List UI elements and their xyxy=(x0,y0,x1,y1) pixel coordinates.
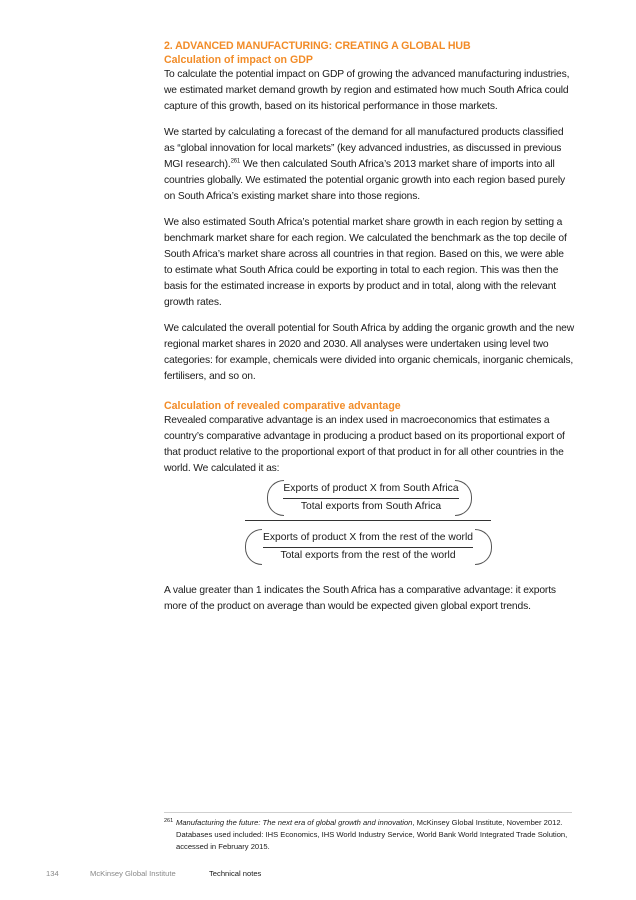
rca-paragraph-2: A value greater than 1 indicates the South Africa has a comparative advantage: it exports more of the product on average than would be expected given global export trends. xyxy=(164,585,556,612)
fraction-bar xyxy=(245,520,491,521)
gdp-heading: Calculation of impact on GDP xyxy=(164,54,313,66)
bottom-denominator: Total exports from the rest of the world xyxy=(280,550,456,561)
bottom-fraction xyxy=(253,530,483,564)
main-content xyxy=(164,39,574,477)
page-number: 134 xyxy=(46,869,59,878)
footnote xyxy=(164,817,572,853)
top-denominator: Total exports from South Africa xyxy=(300,501,442,512)
gdp-paragraph-2-a: We started by calculating a forecast of the demand for all manufactured products classified as “global innovation for local markets” (key advanced industries, as discussed in previous MGI research). xyxy=(164,127,564,170)
footnote-text xyxy=(176,817,572,853)
top-numerator: Exports of product X from South Africa xyxy=(283,481,458,499)
rca-conclusion xyxy=(164,583,574,615)
bottom-numerator: Exports of product X from the rest of the world xyxy=(263,530,473,548)
footnote-divider xyxy=(164,812,572,813)
footnote-ref[interactable]: 261 xyxy=(230,158,241,165)
gdp-paragraph-2 xyxy=(164,125,574,205)
footnote-title: Manufacturing the future: The next era of global growth and innovation xyxy=(176,818,413,827)
gdp-paragraph-4: We calculated the overall potential for South Africa by adding the organic growth and the new regional market shares in 2020 and 2030. All analyses were undertaken using level two categories: for example, chemicals were divided into organic chemicals, inorganic chemicals, fertilisers, and so on. xyxy=(164,323,575,382)
section-title: 2. ADVANCED MANUFACTURING: CREATING A GLOBAL HUB xyxy=(164,40,471,52)
gdp-paragraph-1: To calculate the potential impact on GDP of growing the advanced manufacturing industries, we estimated market demand growth by region and estimated how much South Africa could capture of this growth, based on its historical performance in those markets. xyxy=(164,69,570,112)
section-name: Technical notes xyxy=(209,869,262,878)
rca-paragraph-1: Revealed comparative advantage is an index used in macroeconomics that estimates a country’s comparative advantage in producing a product based on its proportional export of that product relative to the proportional export of that product in for all other countries in the world. We calculated it as: xyxy=(164,415,565,474)
footnote-number: 261 xyxy=(164,818,174,824)
publisher-name: McKinsey Global Institute xyxy=(90,869,176,878)
right-paren-top xyxy=(455,480,472,516)
rca-heading: Calculation of revealed comparative advantage xyxy=(164,400,401,412)
rca-formula xyxy=(245,477,491,569)
right-paren-bottom xyxy=(475,529,492,565)
gdp-paragraph-2-b: We then calculated South Africa’s 2013 market share of imports into all countries globally. We estimated the potential organic growth into each region based purely on South Africa’s existing market share into those regions. xyxy=(164,159,565,202)
top-fraction xyxy=(277,481,465,515)
gdp-paragraph-3: We also estimated South Africa’s potential market share growth in each region by setting a benchmark market share for each region. We calculated the benchmark as the top decile of South Africa’s market share across all countries in that region. Based on this, we were able to estimate what South Africa could be exporting in total to each region. This was then the basis for the estimated increase in exports by product and in total, along with the relevant growth rates. xyxy=(164,217,567,308)
footnote-body: , McKinsey Global Institute, November 2012. Databases used included: IHS Economics, IHS World Industry Service, World Bank World Integrated Trade Solution, accessed in February 2015. xyxy=(176,818,568,851)
